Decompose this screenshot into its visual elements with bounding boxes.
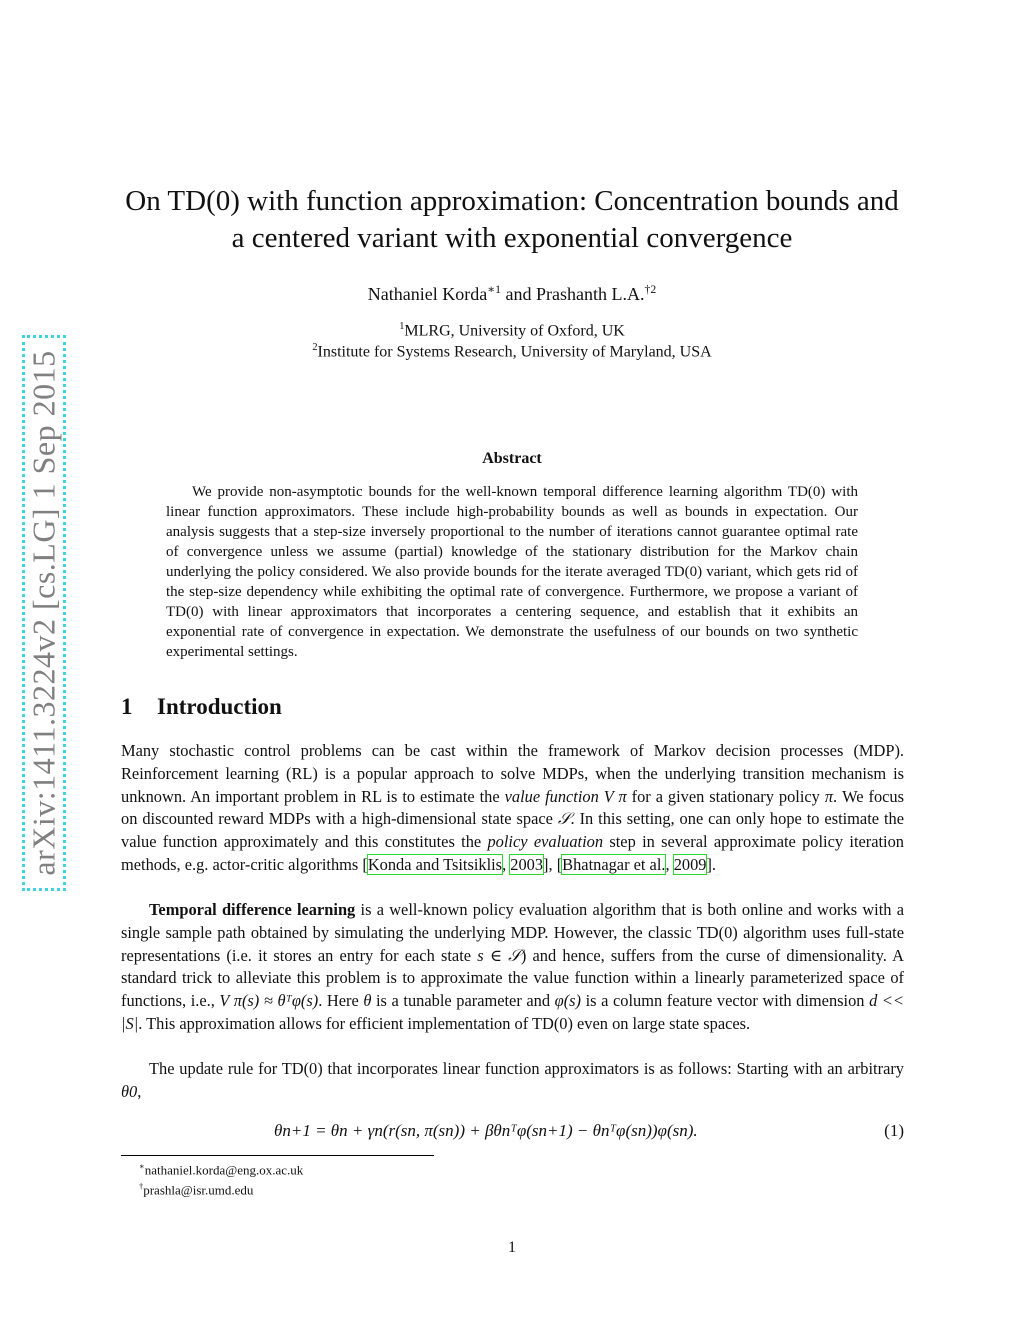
para3-text-2: , xyxy=(137,1081,142,1101)
math-dimension: d << |S| xyxy=(121,991,904,1033)
footnote-2-mark: † xyxy=(139,1181,144,1191)
para2-text-1: is a well-known policy evaluation algorithm that is both online and works with a single sample path obtained by simulating the underlying MDP. However, the classic TD(0) algorithm uses full-state representations (i.e. it stores an entry for each state xyxy=(121,900,904,965)
author-joiner: and xyxy=(501,284,537,304)
footnote-rule xyxy=(121,1155,434,1156)
para2-text-3: . Here xyxy=(318,991,364,1011)
para1-text-5: step in several approximate policy iteration methods, e.g. actor-critic algorithms [ xyxy=(121,832,905,874)
intro-paragraph-3 xyxy=(121,1058,904,1104)
affiliation-1 xyxy=(100,321,924,340)
term-temporal-difference-learning: Temporal difference learning xyxy=(149,900,356,919)
para2-text-2: ) and hence, suffers from the curse of dimensionality. A standard trick to alleviate this problem is to approximate the value function within a linearly parameterized space of functions, i.e., xyxy=(121,945,904,1011)
citation-bhatnagar[interactable]: Bhatnagar et al. xyxy=(562,854,666,874)
title-line-2: a centered variant with exponential convergence xyxy=(231,222,793,254)
para3-text-1: The update rule for TD(0) that incorporates linear function approximators is as follows: Starting with an arbitrary xyxy=(149,1059,904,1078)
equation-1-body: θn+1 = θn + γn(r(sn, π(sn)) + βθnᵀφ(sn+1) − θnᵀφ(sn))φ(sn). xyxy=(274,1121,698,1140)
para1-text-3: . We focus on discounted reward MDPs with a high-dimensional state space xyxy=(121,786,905,829)
para1-text-4: . In this setting, one can only hope to estimate the value function approximately and this constitutes the xyxy=(121,809,904,852)
para1-emphasis-value-function: value function xyxy=(504,786,599,806)
author-2-mark: †2 xyxy=(644,283,657,296)
citation-separator: , xyxy=(665,854,674,874)
para1-text-1: Many stochastic control problems can be cast within the framework of Markov decision processes (MDP). Reinforcement learning (RL) is a popular approach to solve MDPs, when the underlying transition mechanism is unknown. An important problem in RL is to estimate the xyxy=(121,741,904,806)
abstract-text: We provide non-asymptotic bounds for the well-known temporal difference learning algorithm TD(0) with linear function approximators. These include high-probability bounds as well as bounds in expectation. Our analysis suggests that a step-size inversely proportional to the number of iterations cannot guarantee optimal rate of convergence unless we assume (partial) knowledge of the stationary distribution for the Markov chain underlying the policy considered. We also provide bounds for the iterate averaged TD(0) variant, which gets rid of the step-size dependency while exhibiting the optimal rate of convergence. Furthermore, we propose a variant of TD(0) with linear approximators that incorporates a centering sequence, and establish that it exhibits an exponential rate of convergence in expectation. We demonstrate the usefulness of our bounds on two synthetic experimental settings. xyxy=(166,484,858,660)
citation-konda-tsitsiklis[interactable]: Konda and Tsitsiklis xyxy=(367,854,503,874)
intro-paragraph-1 xyxy=(121,740,904,877)
page-number: 1 xyxy=(508,1239,516,1256)
title-line-1: On TD(0) with function approximation: Concentration bounds and xyxy=(125,185,899,217)
citation-2003[interactable]: 2003 xyxy=(510,854,544,874)
arxiv-stamp: arXiv:1411.3224v2 [cs.LG] 1 Sep 2015 xyxy=(25,350,62,876)
para1-text-6: ], [ xyxy=(543,854,563,874)
affiliation-1-mark: 1 xyxy=(399,321,405,332)
para2-text-6: . This approximation allows for efficient implementation of TD(0) even on large state spaces. xyxy=(138,1013,751,1033)
section-heading xyxy=(121,694,282,720)
arxiv-sidebar xyxy=(22,335,66,891)
math-phi-s: φ(s) xyxy=(554,991,582,1011)
paper-title xyxy=(100,183,924,257)
section-number: 1 xyxy=(121,694,133,719)
footnote-2 xyxy=(139,1181,253,1198)
abstract-heading: Abstract xyxy=(482,450,542,467)
para1-text-7: ]. xyxy=(706,854,717,874)
footnote-1-mark: ∗ xyxy=(139,1161,145,1171)
math-pi: π xyxy=(824,786,834,806)
para1-text-2: for a given stationary policy xyxy=(626,786,825,806)
para2-text-4: is a tunable parameter and xyxy=(371,991,555,1011)
math-linear-approximation: V π(s) ≈ θᵀφ(s) xyxy=(219,991,319,1011)
citation-separator: , xyxy=(502,854,511,874)
equation-1-number: (1) xyxy=(884,1121,904,1140)
equation-1 xyxy=(121,1119,904,1145)
author-1: Nathaniel Korda xyxy=(367,284,488,304)
section-title: Introduction xyxy=(157,694,282,719)
author-1-mark: ∗1 xyxy=(487,283,502,296)
affiliation-1-text: MLRG, University of Oxford, UK xyxy=(404,322,625,340)
citation-2009[interactable]: 2009 xyxy=(673,854,707,874)
footnote-2-text: prashla@isr.umd.edu xyxy=(143,1182,254,1198)
para2-text-5: is a column feature vector with dimension xyxy=(581,991,870,1011)
authors xyxy=(100,282,924,305)
footnote-1-text: nathaniel.korda@eng.ox.ac.uk xyxy=(144,1162,304,1178)
affiliation-2 xyxy=(100,342,924,361)
affiliation-2-mark: 2 xyxy=(312,342,318,353)
author-2: Prashanth L.A. xyxy=(536,284,645,304)
para1-emphasis-policy-evaluation: policy evaluation xyxy=(487,832,604,852)
math-v-pi: V π xyxy=(603,786,627,806)
footnote-1 xyxy=(139,1161,303,1178)
math-state-space: 𝒮 xyxy=(557,809,571,829)
math-theta: θ xyxy=(363,991,372,1011)
math-s-in-S: s ∈ 𝒮 xyxy=(477,945,521,965)
intro-paragraph-2 xyxy=(121,899,904,1036)
math-theta-0: θ0 xyxy=(121,1081,138,1101)
affiliation-2-text: Institute for Systems Research, University of Maryland, USA xyxy=(317,343,712,361)
